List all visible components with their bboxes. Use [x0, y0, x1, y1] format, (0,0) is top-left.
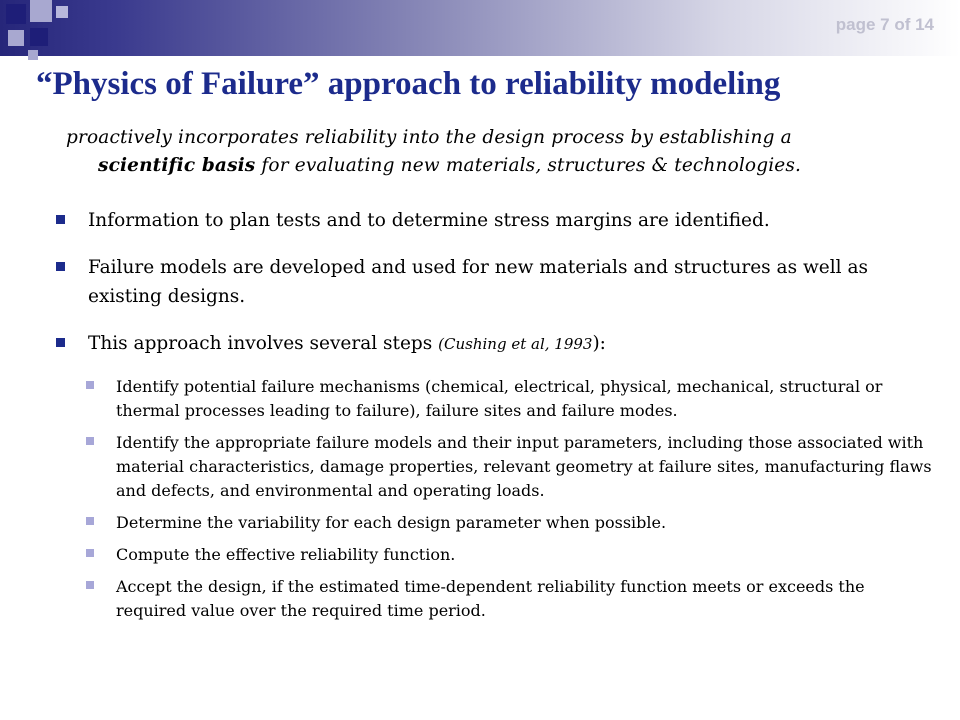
- sub-step-text: Accept the design, if the estimated time-dependent reliability function meets or exceeds the required value over the required time period.: [116, 577, 865, 620]
- list-item-text: Failure models are developed and used for new materials and structures as well as existing designs.: [88, 257, 868, 307]
- header-gradient-bar: [0, 0, 960, 56]
- sub-step-text: Identify potential failure mechanisms (chemical, electrical, physical, mechanical, structural or thermal processes leading to failure), failure sites and failure modes.: [116, 377, 883, 420]
- subtitle-line-2: [66, 152, 936, 180]
- list-item: [56, 206, 936, 235]
- sub-bullet-square-icon: [86, 381, 94, 389]
- subtitle-emphasis: scientific basis: [98, 155, 256, 176]
- sub-bullet-square-icon: [86, 437, 94, 445]
- citation: (Cushing et al, 1993: [438, 335, 593, 353]
- sub-step-text: Identify the appropriate failure models and their input parameters, including those associated with material characteristics, damage properties, relevant geometry at failure sites, manufacturing flaws and defects, and environmental and operating loads.: [116, 433, 932, 500]
- sub-step-item: [86, 511, 936, 535]
- bullet-list: [56, 206, 936, 623]
- sub-step-item: [86, 431, 936, 503]
- bullet-square-icon: [56, 262, 65, 271]
- list-item: [56, 329, 936, 359]
- slide-title: “Physics of Failure” approach to reliability modeling: [36, 66, 781, 102]
- sub-step-item: [86, 575, 936, 623]
- sub-bullet-square-icon: [86, 549, 94, 557]
- page-indicator: page 7 of 14: [835, 15, 934, 34]
- bullet-square-icon: [56, 338, 65, 347]
- list-item-text: Information to plan tests and to determine stress margins are identified.: [88, 210, 770, 231]
- sub-bullet-square-icon: [86, 517, 94, 525]
- sub-step-item: [86, 543, 936, 567]
- sub-step-text: Compute the effective reliability function.: [116, 545, 456, 564]
- logo-square-light-1: [30, 0, 52, 22]
- list-item: [56, 253, 936, 311]
- bullet-square-icon: [56, 215, 65, 224]
- list-item-text-end: ):: [592, 333, 606, 354]
- logo-square-light-3: [8, 30, 24, 46]
- sub-bullet-square-icon: [86, 581, 94, 589]
- sub-step-text: Determine the variability for each design parameter when possible.: [116, 513, 667, 532]
- sub-step-item: [86, 375, 936, 423]
- logo-square-light-2: [56, 6, 68, 18]
- logo-square-light-4: [28, 50, 38, 60]
- subtitle-line-1: proactively incorporates reliability into the design process by establishing a: [66, 127, 792, 148]
- logo-square-dark-1: [6, 4, 26, 24]
- logo-square-dark-2: [30, 28, 48, 46]
- subtitle-rest: for evaluating new materials, structures & technologies.: [255, 155, 802, 176]
- sub-step-list: [86, 375, 936, 623]
- slide-subtitle: [66, 124, 936, 180]
- list-item-text: This approach involves several steps: [88, 333, 439, 354]
